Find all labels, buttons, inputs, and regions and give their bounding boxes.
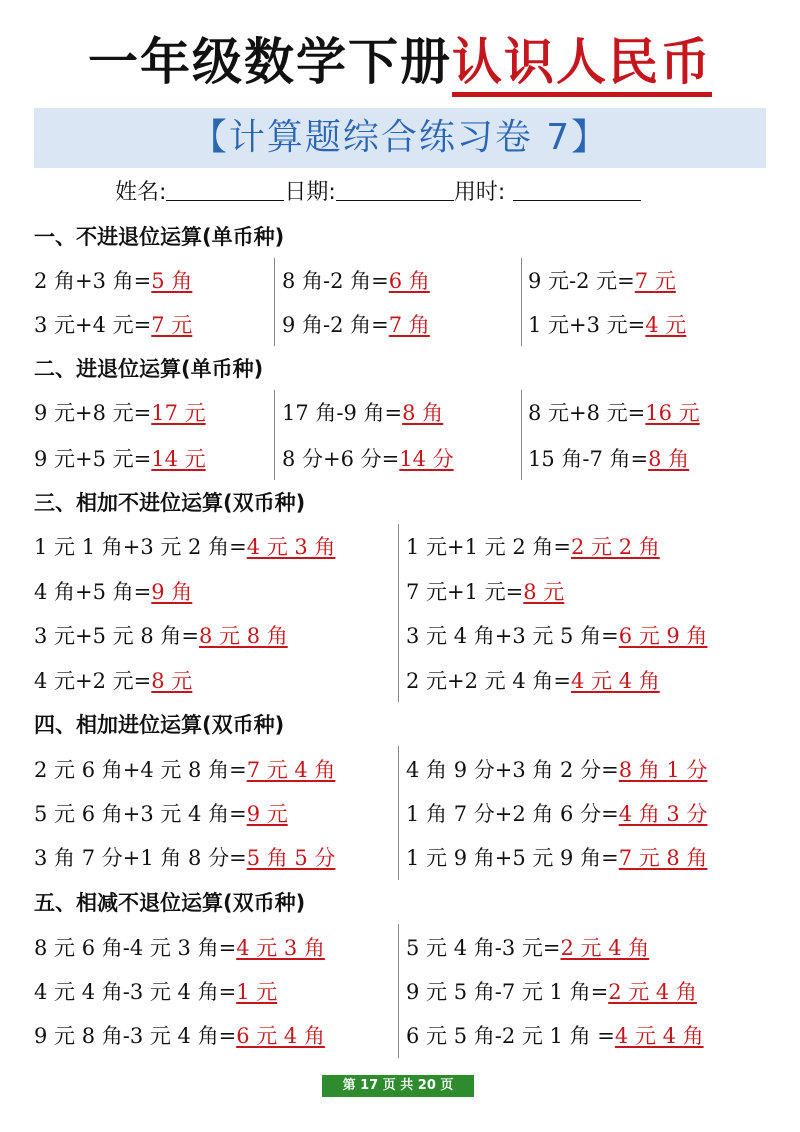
problem-answer: 2 元 4 角 xyxy=(560,936,650,960)
problem-answer: 9 角 xyxy=(151,580,193,604)
problem-item xyxy=(34,799,288,829)
column-divider xyxy=(521,390,522,480)
problem-answer: 14 元 xyxy=(151,447,206,471)
problem-answer: 1 元 xyxy=(236,980,278,1004)
problem-item xyxy=(406,799,707,829)
problem-item xyxy=(34,398,206,428)
problem-answer: 4 元 3 角 xyxy=(236,936,325,960)
problem-item xyxy=(406,666,660,696)
problem-item xyxy=(34,933,325,963)
section-heading: 三、相加不进位运算(双币种) xyxy=(34,491,306,515)
problem-question: 3 元 4 角+3 元 5 角= xyxy=(406,624,619,648)
problem-question: 1 角 7 分+2 角 6 分= xyxy=(406,802,619,826)
problem-question: 4 角+5 角= xyxy=(34,580,152,604)
problem-item xyxy=(34,577,192,607)
problem-item xyxy=(406,1021,704,1051)
worksheet-title xyxy=(0,30,800,94)
problem-item xyxy=(406,755,707,785)
problem-item xyxy=(406,843,707,873)
problem-item xyxy=(34,266,192,296)
problem-question: 5 元 6 角+3 元 4 角= xyxy=(34,802,247,826)
column-divider xyxy=(274,258,275,346)
problem-answer: 7 元 xyxy=(151,313,193,337)
problem-item xyxy=(34,755,335,785)
section-heading: 五、相减不退位运算(双币种) xyxy=(34,891,306,915)
problem-item xyxy=(528,266,676,296)
problem-item xyxy=(34,444,206,474)
problem-answer: 7 元 8 角 xyxy=(618,846,708,870)
problem-answer: 17 元 xyxy=(151,401,206,425)
problem-question: 4 角 9 分+3 角 2 分= xyxy=(406,758,619,782)
problem-item xyxy=(34,621,288,651)
problem-item xyxy=(406,532,660,562)
problem-item xyxy=(282,398,443,428)
problem-answer: 9 元 xyxy=(246,802,288,826)
problem-item xyxy=(34,532,335,562)
problem-answer: 14 分 xyxy=(399,447,454,471)
section-heading: 四、相加进位运算(双币种) xyxy=(34,713,285,737)
problem-question: 9 角-2 角= xyxy=(282,313,389,337)
problem-answer: 2 元 4 角 xyxy=(608,980,697,1004)
problem-question: 9 元-2 元= xyxy=(528,269,635,293)
problem-question: 1 元+3 元= xyxy=(528,313,646,337)
problem-question: 5 元 4 角-3 元= xyxy=(406,936,561,960)
problem-answer: 8 元 xyxy=(523,580,565,604)
problem-question: 2 元 6 角+4 元 8 角= xyxy=(34,758,247,782)
problem-answer: 7 元 4 角 xyxy=(246,758,336,782)
column-divider xyxy=(398,746,399,880)
problem-answer: 5 角 5 分 xyxy=(246,846,336,870)
problem-question: 15 角-7 角= xyxy=(528,447,649,471)
problem-answer: 16 元 xyxy=(645,401,700,425)
problem-question: 9 元+5 元= xyxy=(34,447,152,471)
problem-question: 8 元+8 元= xyxy=(528,401,646,425)
problem-question: 8 分+6 分= xyxy=(282,447,400,471)
problem-question: 9 元 5 角-7 元 1 角= xyxy=(406,980,609,1004)
problem-question: 1 元 9 角+5 元 9 角= xyxy=(406,846,619,870)
problem-answer: 6 元 9 角 xyxy=(618,624,708,648)
problem-question: 4 元+2 元= xyxy=(34,669,152,693)
problem-item xyxy=(34,977,277,1007)
problem-answer: 2 元 2 角 xyxy=(570,535,660,559)
subtitle-banner xyxy=(34,108,766,168)
problem-answer: 6 元 4 角 xyxy=(236,1024,325,1048)
problem-answer: 7 角 xyxy=(388,313,430,337)
column-divider xyxy=(398,524,399,702)
column-divider xyxy=(521,258,522,346)
problem-answer: 4 元 4 角 xyxy=(614,1024,704,1048)
time-blank xyxy=(513,176,641,201)
problem-answer: 8 角 xyxy=(402,401,444,425)
student-info-line xyxy=(115,176,641,210)
problem-question: 1 元+1 元 2 角= xyxy=(406,535,571,559)
problem-answer: 8 元 xyxy=(151,669,193,693)
problem-answer: 4 元 3 角 xyxy=(246,535,336,559)
problem-answer: 7 元 xyxy=(634,269,676,293)
problem-answer: 4 元 xyxy=(645,313,687,337)
date-blank xyxy=(336,176,454,201)
problem-question: 3 元+4 元= xyxy=(34,313,152,337)
section-heading: 二、进退位运算(单币种) xyxy=(34,357,264,381)
problem-item xyxy=(282,444,454,474)
title-main: 一年级数学下册 xyxy=(88,33,452,91)
problem-answer: 8 角 xyxy=(648,447,690,471)
page-number-badge: 第 17 页 共 20 页 xyxy=(322,1075,474,1097)
subtitle: 【计算题综合练习卷 7】 xyxy=(190,117,610,158)
problem-item xyxy=(34,843,335,873)
problem-item xyxy=(34,666,192,696)
problem-item xyxy=(528,310,686,340)
problem-question: 4 元 4 角-3 元 4 角= xyxy=(34,980,237,1004)
problem-item xyxy=(406,977,697,1007)
problem-item xyxy=(528,398,700,428)
problem-item xyxy=(406,621,707,651)
problem-item xyxy=(34,1021,325,1051)
problem-answer: 5 角 xyxy=(151,269,193,293)
time-label: 用时: xyxy=(453,180,506,205)
problem-item xyxy=(282,266,430,296)
section-heading: 一、不进退位运算(单币种) xyxy=(34,225,285,249)
problem-answer: 6 角 xyxy=(388,269,430,293)
problem-answer: 8 元 8 角 xyxy=(198,624,288,648)
name-label: 姓名: xyxy=(115,180,167,205)
problem-question: 8 角-2 角= xyxy=(282,269,389,293)
date-label: 日期: xyxy=(284,180,336,205)
problem-item xyxy=(282,310,430,340)
problem-answer: 8 角 1 分 xyxy=(618,758,708,782)
column-divider xyxy=(398,924,399,1058)
problem-question: 8 元 6 角-4 元 3 角= xyxy=(34,936,237,960)
problem-item xyxy=(34,310,192,340)
problem-item xyxy=(406,933,649,963)
problem-question: 17 角-9 角= xyxy=(282,401,403,425)
problem-answer: 4 元 4 角 xyxy=(570,669,660,693)
problem-item xyxy=(528,444,689,474)
problem-question: 1 元 1 角+3 元 2 角= xyxy=(34,535,247,559)
problem-question: 9 元 8 角-3 元 4 角= xyxy=(34,1024,237,1048)
problem-item xyxy=(406,577,564,607)
problem-answer: 4 角 3 分 xyxy=(618,802,708,826)
problem-question: 9 元+8 元= xyxy=(34,401,152,425)
title-highlight: 认识人民币 xyxy=(452,33,712,97)
problem-question: 7 元+1 元= xyxy=(406,580,524,604)
problem-question: 3 角 7 分+1 角 8 分= xyxy=(34,846,247,870)
name-blank xyxy=(166,176,284,201)
problem-question: 2 角+3 角= xyxy=(34,269,152,293)
problem-question: 6 元 5 角-2 元 1 角 = xyxy=(406,1024,615,1048)
problem-question: 2 元+2 元 4 角= xyxy=(406,669,571,693)
problem-question: 3 元+5 元 8 角= xyxy=(34,624,199,648)
column-divider xyxy=(274,390,275,480)
